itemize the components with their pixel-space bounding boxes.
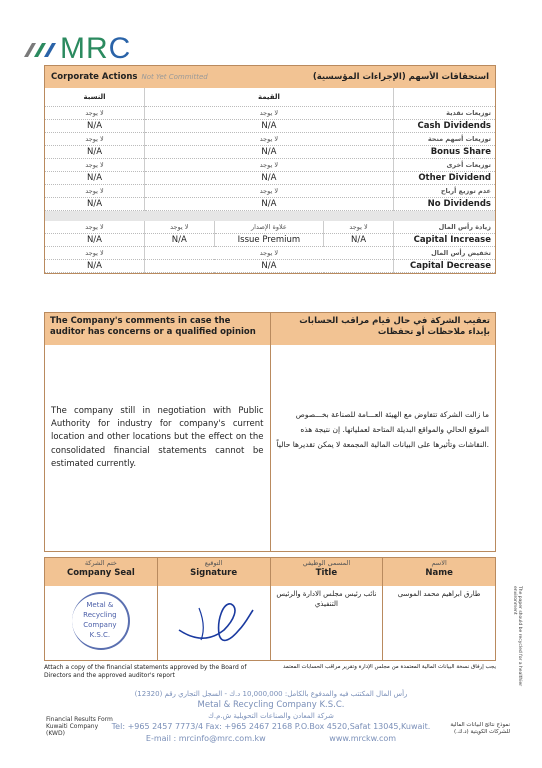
corporate-actions-title: Corporate Actions: [51, 72, 138, 82]
comments-body: The company still in negotiation with Public Authority for industry for company's current location and other locations but the effect on the consolidated financial statements cannot be estimated currently.: [51, 406, 264, 469]
footer-email-web: E-mail : mrcinfo@mrc.com.kw www.mrckw.com: [145, 733, 397, 743]
row-label-ar: توزيعات أسهم منحة: [393, 132, 495, 145]
capital-table: لا يوجد لا يوجد علاوة الإصدار لا يوجد زيادة رأس المال N/A N/A Issue Premium N/A Capital Increase لا يوجد لا يوجد تخفيض رأس المال N/A N/A Capital Decrease: [45, 221, 495, 274]
capital-increase-v1: N/A: [324, 234, 394, 247]
row-value: N/A: [145, 171, 394, 184]
name-heading: الاسم Name: [382, 558, 495, 586]
capital-decrease-label-ar: تخفيض رأس المال: [393, 247, 495, 260]
row-value: N/A: [145, 145, 394, 158]
capital-increase-v3: N/A: [45, 234, 144, 247]
table-row: لا يوجد لا يوجد توزيعات نقدية: [45, 106, 495, 119]
mrc-logo: [22, 32, 131, 66]
capital-increase-label-ar: زيادة رأس المال: [393, 221, 495, 234]
capital-decrease-value: N/A: [144, 260, 393, 273]
capital-increase-label: Capital Increase: [393, 234, 495, 247]
comments-body-ar: ما زالت الشركة تتفاوض مع الهيئة العـــامة للصناعة بخـــصوص الموقع الحالي والمواقع البديلة المتاحة لعملياتها. إن نتيجة هذه النقاشات وتأثيرها على البيانات المالية المجمعة لا يمكن تقديرها حالياً.: [270, 345, 496, 551]
signature-heading: التوقيع Signature: [157, 558, 270, 586]
corporate-actions-section: [44, 65, 496, 274]
corporate-actions-header: [45, 66, 495, 88]
row-label: Other Dividend: [393, 171, 495, 184]
form-name-en: Financial Results Form Kuwaiti Company (KWD): [46, 716, 113, 738]
col-ratio: النسبة: [45, 88, 145, 106]
company-stamp: Metal & Recycling Company K.S.C.: [72, 592, 130, 650]
row-ratio: N/A: [45, 145, 145, 158]
attachment-note-ar: يجب إرفاق نسخة البيانات المالية المعتمدة من مجلس الإدارة وتقرير مراقب الحسابات المعتمد: [283, 664, 496, 670]
table-row: لا يوجد لا يوجد توزيعات أخرى: [45, 158, 495, 171]
corporate-actions-status: Not Yet Committed: [141, 73, 208, 81]
row-value: N/A: [145, 119, 394, 132]
title-value: نائب رئيس مجلس الادارة والرئيس التنفيذي: [270, 586, 383, 660]
signature-scribble-icon: [169, 590, 259, 650]
title-heading: المسمى الوظيفي Title: [270, 558, 383, 586]
recycle-note: The paper should be recycled for a healthier environment: [512, 586, 522, 687]
company-seal: [45, 586, 157, 660]
row-ratio: N/A: [45, 119, 145, 132]
row-label-ar: توزيعات أخرى: [393, 158, 495, 171]
row-label: Cash Dividends: [393, 119, 495, 132]
comments-heading: The Company's comments in case the auditor has concerns or a qualified opinion: [50, 316, 256, 338]
signature-section: [44, 557, 496, 661]
table-row: لا يوجد لا يوجد عدم توزيع أرباح: [45, 184, 495, 197]
attachment-note: [44, 664, 496, 680]
signature-image: [157, 586, 270, 660]
row-ratio: N/A: [45, 197, 145, 210]
row-ratio: N/A: [45, 171, 145, 184]
table-row: [45, 145, 495, 158]
seal-heading: ختم الشركة Company Seal: [66, 559, 135, 578]
capital-decrease-label: Capital Decrease: [393, 260, 495, 273]
row-label-ar: توزيعات نقدية: [393, 106, 495, 119]
mrc-logo-mark-icon: [22, 39, 56, 59]
issue-premium-label: Issue Premium: [214, 234, 324, 247]
table-row: [45, 197, 495, 210]
table-row: [45, 119, 495, 132]
row-label: No Dividends: [393, 197, 495, 210]
issue-premium-label-ar: علاوة الإصدار: [214, 221, 324, 234]
corporate-actions-table: [45, 88, 495, 211]
row-label: Bonus Share: [393, 145, 495, 158]
col-value: القيمة: [145, 88, 394, 106]
row-value: N/A: [145, 197, 394, 210]
row-label-ar: عدم توزيع أرباح: [393, 184, 495, 197]
logo-text: MRC: [60, 32, 132, 65]
comments-heading-ar: تعقيب الشركة في حال قيام مراقب الحسابات بإبداء ملاحظات أو تحفظات: [270, 313, 496, 345]
corporate-actions-title-ar: استحقاقات الأسهم (الإجراءات المؤسسية): [312, 72, 489, 82]
footer-company-ar: شركة المعادن والصناعات التحويلية ش.م.ك: [208, 711, 334, 720]
form-name-ar: نموذج نتائج البيانات المالية للشركات الكويتية (د.ك.): [450, 722, 510, 736]
attachment-note-en: Attach a copy of the financial statements approved by the Board of Directors and the approved auditor's report: [44, 664, 247, 680]
table-row: لا يوجد لا يوجد توزيعات أسهم منحة: [45, 132, 495, 145]
table-row: [45, 171, 495, 184]
name-value: طارق ابراهيم محمد الموسى: [382, 586, 495, 660]
footer-capital: رأس المال المكتتب فيه والمدفوع بالكامل: 10,000,000 د.ك - السجل التجاري رقم (12320): [134, 690, 408, 698]
footer-contact: Tel: +965 2457 7773/4 Fax: +965 2467 2168 P.O.Box 4520,Safat 13045,Kuwait.: [111, 722, 431, 732]
auditor-comments-section: [44, 312, 496, 552]
capital-increase-v2: N/A: [144, 234, 214, 247]
capital-decrease-ratio: N/A: [45, 260, 144, 273]
footer-company-en: Metal & Recycling Company K.S.C.: [197, 699, 345, 710]
